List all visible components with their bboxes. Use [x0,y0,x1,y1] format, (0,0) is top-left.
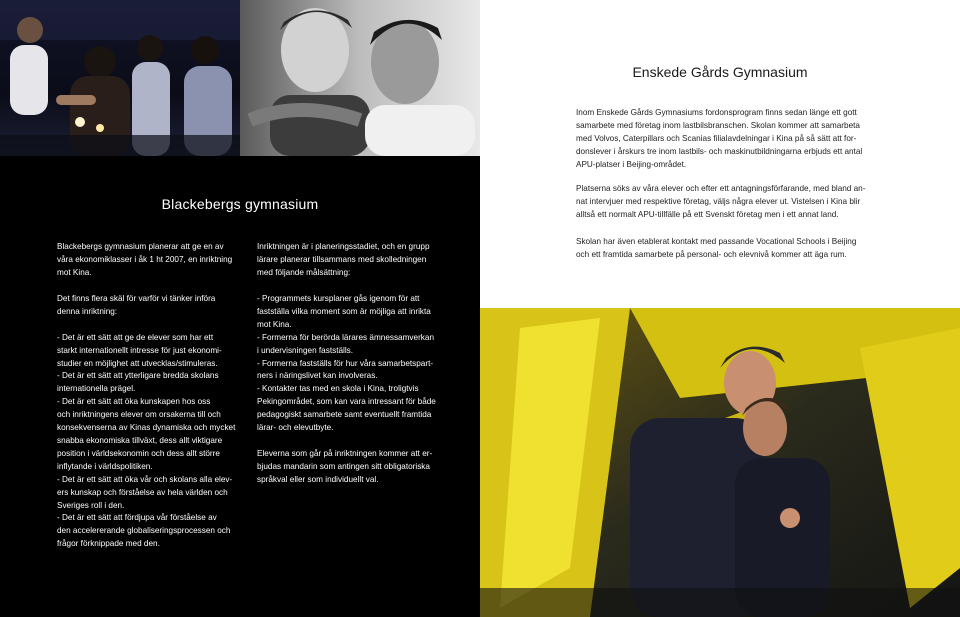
blackeberg-planning-text: Inriktningen är i planeringsstadiet, och en grupp lärare planerar tillsammans med skolledningen med följande målsättning: [257,242,430,277]
blackeberg-goals-text: - Programmets kursplaner gås igenom för att fastställa vilka moment som är möjliga att inrikta mot Kina. - Formerna för berörda lärares ämnessamverkan i undervisningen fastställs. - Formerna fastställs för hur våra samarbetspart- ners i näringslivet kan involveras. - Kontakter tas med en skola i Kina, troligtvis Pekingområdet, som kan vara intressant för både pedagogiskt samarbete samt eventuellt framtida lärar- och elevutbyte. Eleverna som går på inriktningen kommer att er- bjudas mandarin som antingen sitt obligatoriska språkval eller som individuellt val. [257,294,436,484]
enskede-paragraph: Skolan har även etablerat kontakt med passande Vocational Schools i Beijing och ett framtida samarbete på personal- och elevnivå kommer att äga rum. [576,237,857,259]
photo-students-party [0,0,240,156]
blackeberg-intro-text: Blackebergs gymnasium planerar att ge en av våra ekonomiklasser i åk 1 ht 2007, en inriktning mot Kina. [57,242,233,277]
enskede-paragraph: Platserna söks av våra elever och efter ett antagningsförfarande, med bland an- nat intervjuer med respektive företag, väljs några elever ut. Vistelsen i Kina blir alltså ett normalt APU-tillfälle på ett Svenskt företag men i ett annat land. [576,184,866,219]
enskede-heading: Enskede Gårds Gymnasium [632,64,808,80]
photo-two-students [240,0,480,156]
enskede-paragraph: Inom Enskede Gårds Gymnasiums fordonsprogram finns sedan länge ett gott samarbete med företag inom lastbilsbranschen. Skolan kommer att samarbeta med Volvos, Caterpillars och Scanias filialavdelningar i Kina på så sätt att for- donslever i årskurs tre inom lastbils- och maskinutbildningarna erbjuds ett antal APU-platser i Beijing-området. [576,108,863,169]
photo-vehicle-workshop [480,308,960,617]
blackeberg-heading: Blackebergs gymnasium [161,196,319,212]
blackeberg-reasons-text: Det finns flera skäl för varför vi tänker införa denna inriktning: - Det är ett sätt att ge de elever som har ett starkt internationellt intresse för just ekonomi- studier en möjlighet att utvecklas/stimuleras. - Det är ett sätt att ytterligare bredda skolans internationella prägel. - Det är ett sätt att öka kunskapen hos oss och inriktningens elever om orsakerna till och konsekvenserna av Kinas dynamiska och mycket snabba ekonomiska tillväxt, dess allt viktigare position i världsekonomin och dess allt större inflytande i världspolitiken. - Det är ett sätt att öka vår och skolans alla elev- ers kunskap och förståelse av hela världen och Sveriges roll i den. - Det är ett sätt att fördjupa vår förståelse av den accelererande globaliseringsprocessen och frågor förknippade med den. [57,294,236,549]
